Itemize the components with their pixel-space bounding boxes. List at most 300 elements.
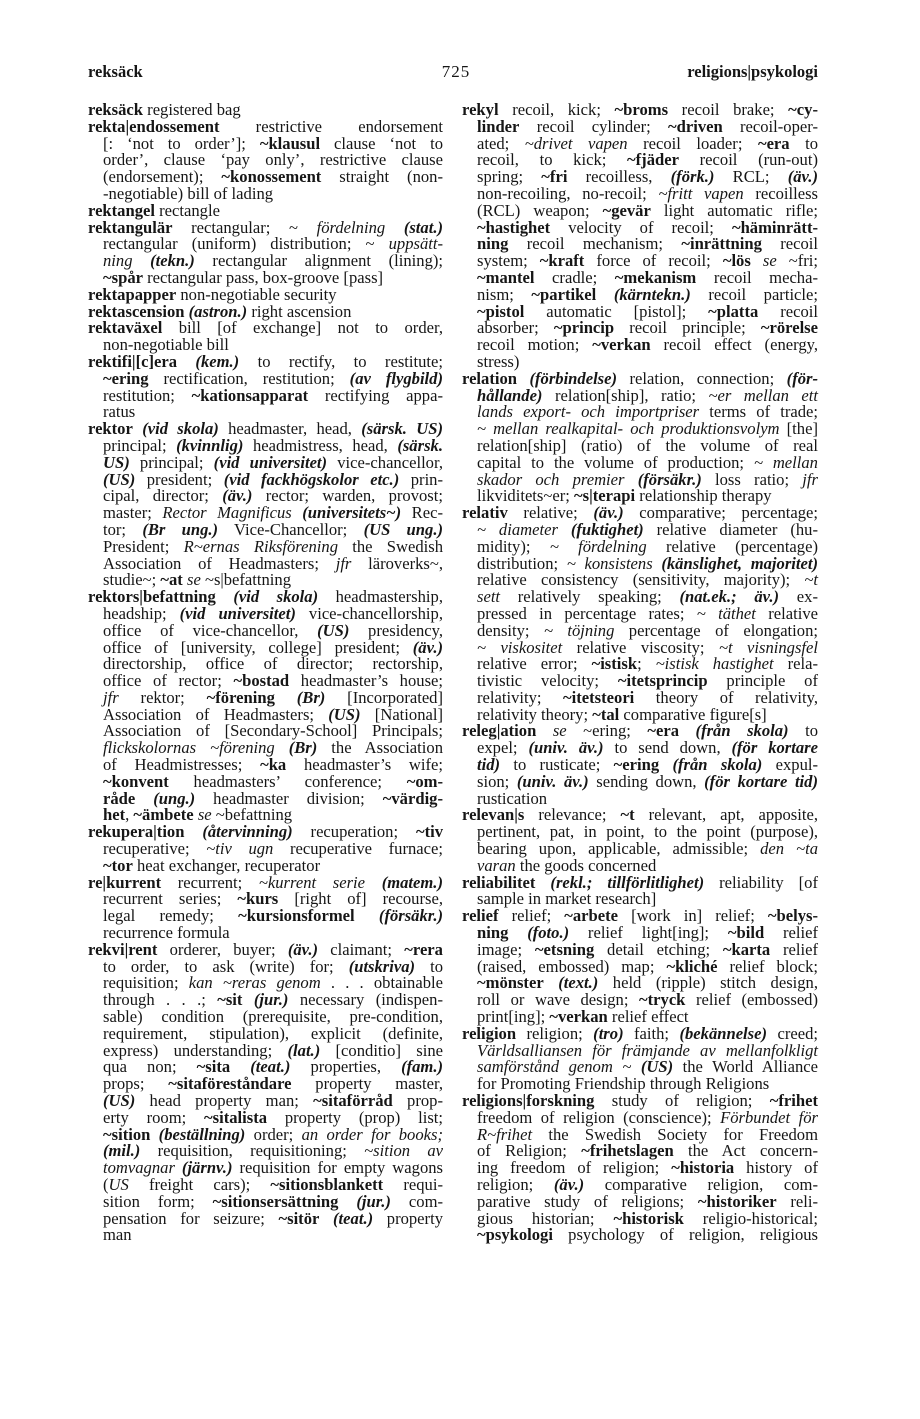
headword: ~ering: [103, 368, 149, 388]
headword: ~t: [620, 805, 635, 825]
usage-label: (kem.): [195, 351, 240, 371]
italic-phrase: lands export- och importpriser: [477, 402, 700, 422]
definition-text: comparative; percentage;: [623, 503, 818, 523]
headword: ~princip: [553, 318, 615, 338]
definition-text: creed;: [767, 1023, 818, 1043]
definition-text: relative viscosity;: [562, 637, 719, 657]
entry-line: [462, 1227, 818, 1244]
definition-text: ~befattning: [211, 805, 293, 825]
headword: ~verkan: [549, 1007, 608, 1027]
usage-label: (US ung.): [363, 519, 443, 539]
italic-phrase: ~ täthet: [696, 603, 756, 623]
dictionary-entry: [88, 421, 443, 589]
usage-label: (äv.): [787, 167, 818, 187]
headword: rektifi|[c]era: [88, 351, 178, 371]
headword: ~sitaföreståndare: [168, 1074, 292, 1094]
definition-text: order;: [245, 1124, 302, 1144]
headword: ~mantel: [477, 267, 535, 287]
definition-text: [conditio] sine: [320, 1040, 443, 1060]
definition-text: relative (percentage): [646, 536, 818, 556]
definition-text: headmaster’s house;: [289, 671, 443, 691]
definition-text: pertinent, pat, in point, to the point (purpose),: [477, 822, 818, 842]
definition-text: Vice-Chancellor;: [218, 519, 364, 539]
definition-text: (: [103, 1175, 109, 1194]
definition-text: RCL;: [714, 167, 788, 187]
usage-label: (nat.ek.; äv.): [679, 587, 780, 607]
dictionary-entry: [462, 368, 819, 506]
definition-text: the goods concerned: [515, 855, 657, 875]
headword: rektangel: [88, 200, 155, 220]
usage-label: (teat.): [333, 1208, 374, 1228]
italic-phrase: se: [197, 805, 212, 825]
definition-text: recoil effect (energy,: [650, 335, 818, 355]
definition-text: clause ‘not to: [320, 133, 444, 153]
usage-label: (US): [328, 704, 361, 724]
headword: ~fri: [541, 167, 568, 187]
definition-text: gious historian;: [477, 1208, 614, 1228]
definition-text: loss ratio;: [701, 469, 803, 489]
usage-label: (US): [640, 1057, 674, 1077]
definition-text: to rusticate;: [500, 755, 614, 775]
definition-text: relevant, apt, apposite,: [634, 805, 818, 825]
definition-text: capital to the volume of production;: [477, 452, 754, 472]
definition-text: directorship, office of director; rectorship,: [103, 654, 443, 674]
headword: ~driven: [668, 116, 723, 136]
headword: rektangulär: [88, 217, 173, 237]
headword: ~arbete: [564, 906, 619, 926]
definition-text: absorber;: [477, 318, 554, 338]
headword: ~era: [647, 721, 680, 741]
definition-text: headmistress, head,: [243, 435, 398, 455]
usage-label: (äv.): [222, 486, 253, 506]
usage-label: (matem.): [381, 872, 443, 892]
definition-text: presidency,: [349, 620, 443, 640]
definition-text: restrictive endorsement: [219, 116, 443, 136]
italic-phrase: se: [762, 251, 777, 271]
definition-text: . . . obtainable: [320, 973, 443, 993]
definition-text: rustication: [477, 788, 548, 808]
definition-text: tivistic velocity;: [477, 671, 618, 691]
headword: ~sitionsersättning: [212, 1191, 339, 1211]
headword: råde: [103, 788, 136, 808]
usage-label: (förk.): [670, 167, 715, 187]
definition-text: -negotiable) bill of lading: [103, 183, 274, 203]
dictionary-entry: [88, 116, 444, 203]
headword: ~ering: [613, 755, 660, 775]
definition-text: headmaster, head,: [218, 419, 362, 439]
headword: reliabilitet: [462, 872, 536, 892]
definition-text: system;: [477, 251, 540, 271]
headword: ~partikel: [531, 284, 597, 304]
definition-text: non-negotiable bill: [103, 335, 229, 355]
definition-text: recoil loader;: [627, 133, 758, 153]
definition-text: rectangular pass, box-groove [pass]: [142, 267, 384, 287]
definition-text: recoil: [761, 234, 818, 254]
definition-text: print[ing];: [477, 1007, 550, 1027]
headword: ~kurs: [237, 889, 279, 909]
definition-text: the Swedish: [338, 536, 443, 556]
definition-text: bearing upon, applicable, admissible;: [477, 839, 761, 859]
definition-text: relief effect: [607, 1007, 689, 1027]
definition-text: study of religion;: [594, 1091, 770, 1111]
definition-text: bill [of exchange] not to order,: [162, 318, 443, 338]
headword: ~mekanism: [614, 267, 697, 287]
headword: ~era: [757, 133, 790, 153]
usage-label: (tekn.): [150, 251, 195, 271]
definition-text: ex-: [779, 587, 818, 607]
definition-text: office of [university, college] president;: [103, 637, 413, 657]
headword: ~kursionsformel: [238, 906, 355, 926]
definition-text: principle of: [707, 671, 818, 691]
italic-phrase: ~ fördelning: [549, 536, 647, 556]
definition-text: order’, clause ‘pay only’, restrictive clause: [103, 150, 443, 170]
usage-label: (teat.): [250, 1057, 291, 1077]
definition-text: orderer, buyer;: [157, 939, 288, 959]
headword: ~psykologi: [477, 1225, 553, 1245]
definition-text: right ascension: [247, 301, 352, 321]
italic-phrase: R~frihet: [477, 1124, 533, 1144]
italic-phrase: ~ konsistens: [566, 553, 653, 573]
definition-text: relation[ship] (ratio) of the volume of real: [477, 435, 818, 455]
italic-phrase: ~ viskositet: [477, 637, 563, 657]
headword: re|kurrent: [88, 872, 162, 892]
usage-label: (US): [103, 1091, 136, 1111]
definition-text: rektor;: [118, 687, 207, 707]
definition-text: (endorsement);: [103, 167, 222, 187]
definition-text: president;: [135, 469, 224, 489]
usage-label: (för kortare: [731, 738, 818, 758]
headword: ~klausul: [259, 133, 321, 153]
definition-text: ing freedom of religion;: [477, 1158, 672, 1178]
dictionary-entry: [462, 505, 818, 723]
italic-phrase: ~ mellan realkapital- och produktionsvolym: [477, 419, 780, 439]
headword: ~ämbete: [133, 805, 194, 825]
definition-text: nism;: [477, 284, 532, 304]
definition-text: recoil particle;: [690, 284, 818, 304]
headword: ~ka: [260, 755, 287, 775]
headword: rektapapper: [88, 284, 177, 304]
usage-label: (kärntekn.): [613, 284, 691, 304]
definition-text: relative;: [507, 503, 594, 523]
dictionary-entry: [462, 807, 818, 874]
definition-text: Association of Headmasters;: [103, 553, 336, 573]
definition-text: stress): [477, 351, 520, 371]
headword: ~sit: [217, 990, 243, 1010]
definition-text: relationship therapy: [635, 486, 772, 506]
headword: ~rörelse: [760, 318, 818, 338]
usage-label: (vid fackhögskolor etc.): [223, 469, 400, 489]
dictionary-entry: [462, 1093, 818, 1244]
headword: ~mönster: [477, 973, 544, 993]
italic-phrase: tomvagnar: [103, 1158, 175, 1178]
usage-label: US): [103, 452, 130, 472]
headword: ~tryck: [639, 990, 686, 1010]
definition-text: relief;: [498, 906, 565, 926]
usage-label: (univ. äv.): [528, 738, 604, 758]
definition-text: percentage of elongation;: [614, 620, 818, 640]
headword: ~sitaförråd: [313, 1091, 393, 1111]
dictionary-entry: [88, 824, 443, 874]
usage-label: (Br): [296, 687, 326, 707]
headword: ~historiker: [697, 1191, 777, 1211]
definition-text: cradle;: [534, 267, 615, 287]
definition-text: relief (embossed): [685, 990, 819, 1010]
usage-label: hållande): [477, 385, 543, 405]
definition-text: likviditets~er;: [477, 486, 575, 506]
definition-text: properties,: [290, 1057, 402, 1077]
headword: ning: [477, 234, 509, 254]
definition-text: requisition;: [103, 973, 189, 993]
definition-text: recoil motion;: [477, 335, 593, 355]
italic-phrase: sett: [477, 587, 501, 607]
dictionary-entry: [88, 939, 444, 1245]
italic-phrase: kan ~reras genom: [188, 973, 321, 993]
dictionary-entry: [88, 351, 443, 422]
headword: ~tor: [103, 855, 133, 875]
italic-phrase: Världsalliansen för främjande av mellanfolkligt: [477, 1040, 818, 1060]
definition-text: straight (non-: [321, 167, 443, 187]
italic-phrase: ~er mellan ett: [708, 385, 818, 405]
dictionary-entry: [462, 872, 818, 909]
definition-text: sable) condition (prerequisite, pre-condition,: [103, 1007, 443, 1027]
usage-label: (lat.): [287, 1040, 321, 1060]
definition-text: relief block;: [717, 956, 819, 976]
definition-text: principal;: [129, 452, 214, 472]
definition-text: com-: [390, 1191, 444, 1211]
definition-text: rectangular; ~: [172, 217, 317, 237]
definition-text: recoil, to kick;: [477, 150, 628, 170]
definition-text: headmaster division;: [195, 788, 383, 808]
dictionary-entry: [88, 320, 443, 354]
definition-text: reliability [of: [704, 872, 818, 892]
definition-text: studie~;: [103, 570, 161, 590]
headword: ~istisk: [591, 654, 638, 674]
definition-text: velocity of recoil;: [550, 217, 732, 237]
usage-label: (vid skola): [233, 587, 319, 607]
definition-text: pensation for seizure;: [103, 1208, 279, 1228]
definition-text: property (prop) list;: [267, 1107, 443, 1127]
usage-label: (äv.): [593, 503, 624, 523]
headword: rekyl: [462, 100, 499, 119]
definition-text: recoil: [758, 301, 818, 321]
italic-phrase: ~ mellan: [753, 452, 818, 472]
italic-phrase: ~fritt vapen: [658, 183, 744, 203]
headword: ~bild: [727, 923, 765, 943]
usage-label: (bekännelse): [679, 1023, 768, 1043]
headword: het: [103, 805, 126, 825]
dictionary-entry: [462, 102, 818, 371]
dictionary-entry: [88, 872, 443, 943]
definition-text: ~ering;: [566, 721, 648, 741]
definition-text: recurrent;: [161, 872, 259, 892]
headword: ~historia: [671, 1158, 735, 1178]
headword: rekta|endossement: [88, 116, 220, 136]
definition-text: [355, 906, 379, 925]
headword: ~sitör: [278, 1208, 320, 1228]
definition-text: ~fri;: [776, 251, 818, 271]
definition-text: theory of relativity,: [634, 687, 818, 707]
definition-text: rectifying appa-: [308, 385, 443, 405]
dictionary-entry: [462, 723, 818, 807]
dictionary-entry: [462, 1023, 819, 1094]
usage-label: (jur.): [253, 990, 289, 1010]
usage-label: (vid skola): [142, 419, 219, 439]
usage-label: (från skola): [672, 755, 763, 775]
usage-label: (univ. äv.): [516, 771, 589, 791]
usage-label: (återvinning): [202, 822, 293, 842]
headword: rektors|befattning: [88, 587, 216, 607]
definition-text: recuperative;: [103, 839, 207, 859]
definition-text: rela-: [773, 654, 818, 674]
usage-label: (ung.): [153, 788, 196, 808]
definition-text: freight cars);: [128, 1175, 271, 1194]
headword: ~platta: [708, 301, 759, 321]
entry-line: [88, 385, 443, 405]
definition-text: religion;: [477, 1175, 554, 1194]
definition-text: relative: [755, 603, 818, 623]
definition-text: light automatic rifle;: [650, 200, 819, 220]
definition-text: comparative religion, com-: [584, 1175, 818, 1194]
definition-text: vice-chancellor,: [327, 452, 443, 472]
headword: ning: [477, 923, 509, 943]
definition-text: automatic [pistol];: [524, 301, 709, 321]
definition-text: registered bag: [143, 100, 241, 119]
headword: rektascension: [88, 301, 185, 321]
headword: religion: [462, 1023, 517, 1043]
definition-text: property master,: [291, 1074, 443, 1094]
headword: ~tal: [592, 704, 620, 724]
definition-text: relation, connection;: [617, 368, 787, 388]
definition-text: relativity;: [477, 687, 564, 707]
definition-text: relative diameter (hu-: [643, 519, 818, 539]
usage-label: (US): [317, 620, 350, 640]
definition-text: spring;: [477, 167, 542, 187]
definition-text: to send down,: [603, 738, 732, 758]
headword: ~s|terapi: [574, 486, 636, 506]
headword: ~frihetslagen: [581, 1141, 674, 1161]
usage-label: (särsk. US): [361, 419, 443, 439]
page-number: 725: [441, 62, 471, 81]
usage-label: (universitets~): [302, 503, 402, 523]
usage-label: (försäkr.): [637, 469, 702, 489]
definition-text: midity);: [477, 536, 550, 556]
definition-text: headmastership,: [318, 587, 443, 607]
definition-text: recoil mecha-: [696, 267, 818, 287]
definition-text: (raised, embossed) map;: [477, 956, 667, 976]
italic-phrase: samförstånd genom ~: [477, 1057, 632, 1077]
definition-text: religio-historical;: [683, 1208, 818, 1228]
usage-label: (för kortare tid): [704, 771, 818, 791]
italic-phrase: ~tiv ugn: [206, 839, 274, 859]
definition-text: history of: [734, 1158, 818, 1178]
headword: relation: [462, 368, 517, 388]
italic-phrase: jfr: [335, 553, 352, 573]
definition-text: relative consistency (sensitivity, majority);: [477, 570, 805, 590]
definition-text: recoil cylinder;: [519, 116, 668, 136]
headword: ~pistol: [477, 301, 525, 321]
usage-label: (beställning): [158, 1124, 246, 1144]
headword: ~frihet: [769, 1091, 818, 1111]
usage-label: (US): [103, 469, 136, 489]
headword: rektor: [88, 419, 133, 439]
italic-phrase: flickskolornas ~förening: [103, 738, 275, 758]
italic-phrase: ~t: [804, 570, 818, 590]
definition-text: Rec-: [401, 503, 443, 523]
italic-phrase: ~ diameter: [477, 519, 558, 539]
definition-text: terms of trade;: [699, 402, 818, 422]
definition-text: office of rector;: [103, 671, 234, 691]
definition-text: parative study of religions;: [477, 1191, 698, 1211]
italic-phrase: varan: [477, 855, 516, 875]
headword: ~om-: [406, 771, 443, 791]
usage-label: (av flygbild): [349, 368, 443, 388]
definition-text: läroverks~,: [351, 553, 443, 573]
definition-text: sample in market research]: [477, 889, 657, 909]
definition-text: recoil brake;: [668, 100, 789, 119]
definition-text: heat exchanger, recuperator: [132, 855, 321, 875]
headword: rektaväxel: [88, 318, 163, 338]
definition-text: recoilless,: [567, 167, 671, 187]
definition-text: to: [415, 956, 443, 976]
definition-text: claimant;: [318, 939, 405, 959]
definition-text: cipal, director;: [103, 486, 223, 506]
definition-text: [: ‘not to order’];: [103, 133, 260, 153]
headword: ~at: [160, 570, 183, 590]
headword: ~verkan: [592, 335, 651, 355]
italic-phrase: Rector Magnificus: [162, 503, 292, 523]
definition-text: through . . .;: [103, 990, 218, 1010]
headword: relativ: [462, 503, 508, 523]
definition-text: [National]: [360, 704, 443, 724]
italic-phrase: ~t visningsfel: [718, 637, 819, 657]
italic-phrase: se: [186, 570, 201, 590]
definition-text: [right of] recourse,: [278, 889, 443, 909]
usage-label: (vid universitet): [179, 603, 296, 623]
usage-label: (utskriva): [348, 956, 416, 976]
definition-text: headmaster’s wife;: [286, 755, 443, 775]
definition-text: rectification, restitution;: [148, 368, 350, 388]
definition-text: prop-: [392, 1091, 444, 1111]
definition-text: the World Alliance: [673, 1057, 819, 1077]
definition-text: the Swedish Society for Freedom: [532, 1124, 818, 1144]
headword: releg|ation: [462, 721, 537, 741]
italic-phrase: ~drivet vapen: [524, 133, 628, 153]
usage-label: (astron.): [188, 301, 248, 321]
headword: ~itetsteori: [563, 687, 635, 707]
definition-text: religion;: [516, 1023, 594, 1043]
definition-text: recurrence formula: [103, 923, 230, 943]
definition-text: rectangular (uniform) distribution; ~: [103, 234, 389, 254]
definition-text: relatively speaking;: [500, 587, 680, 607]
definition-text: relativity theory;: [477, 704, 593, 724]
headword: ~kraft: [539, 251, 585, 271]
usage-label: (äv.): [287, 939, 319, 959]
headword: ~spår: [103, 267, 143, 287]
definition-text: detail etching;: [594, 939, 723, 959]
headword: ~konossement: [221, 167, 322, 187]
italic-phrase: US: [108, 1175, 129, 1194]
definition-text: density;: [477, 620, 544, 640]
definition-text: ratus: [103, 402, 136, 422]
definition-text: relation[ship], ratio;: [542, 385, 709, 405]
definition-text: necessary (indispen-: [288, 990, 443, 1010]
italic-phrase: uppsätt-: [388, 234, 443, 254]
usage-label: (text.): [558, 973, 599, 993]
definition-text: recoilless: [743, 183, 818, 203]
definition-text: recoil mechanism;: [508, 234, 682, 254]
usage-label: (mil.): [103, 1141, 141, 1161]
definition-text: recuperative furnace;: [273, 839, 443, 859]
